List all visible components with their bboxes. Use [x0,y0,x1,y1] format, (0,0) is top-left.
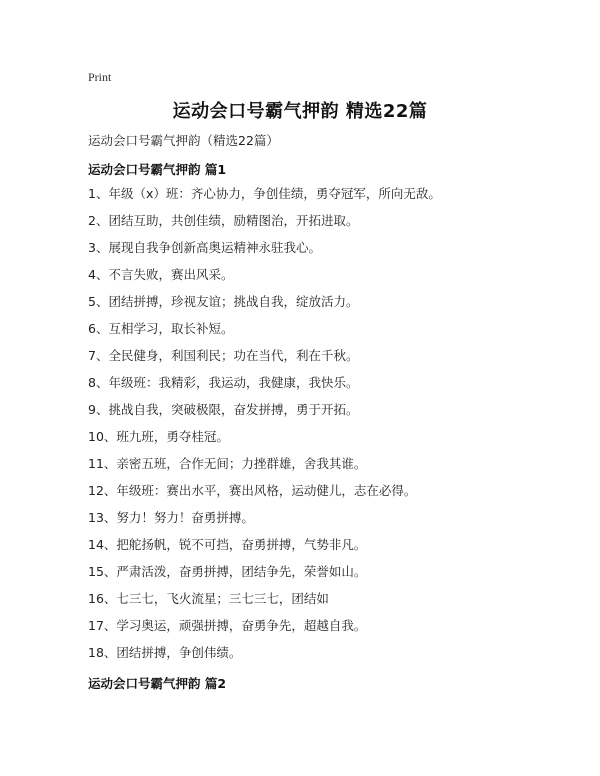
list-item: 1、年级（x）班：齐心协力，争创佳绩，勇夺冠军，所向无敌。 [88,186,441,201]
document-title: 运动会口号霸气押韵 精选22篇 [172,101,428,122]
document-subtitle: 运动会口号霸气押韵（精选22篇） [88,133,279,148]
list-item: 8、年级班：我精彩，我运动，我健康，我快乐。 [88,375,359,390]
slogan-list [88,187,441,673]
list-item: 10、班九班，勇夺桂冠。 [88,429,229,444]
list-item: 13、努力！努力！奋勇拼搏。 [88,510,254,525]
list-item: 16、七三七，飞火流星；三七三七，团结如 [88,591,329,606]
section-heading-2: 运动会口号霸气押韵 篇2 [88,676,227,691]
list-item: 5、团结拼搏，珍视友谊；挑战自我，绽放活力。 [88,294,359,309]
list-item: 4、不言失败，赛出风采。 [88,267,234,282]
list-item: 11、亲密五班，合作无间；力挫群雄，舍我其谁。 [88,456,367,471]
list-item: 3、展现自我争创新高奥运精神永驻我心。 [88,240,321,255]
list-item: 17、学习奥运，顽强拼搏，奋勇争先，超越自我。 [88,618,367,633]
list-item: 15、严肃活泼，奋勇拼搏，团结争先，荣誉如山。 [88,564,367,579]
print-label: Print [88,70,112,84]
list-item: 9、挑战自我，突破极限，奋发拼搏，勇于开拓。 [88,402,359,417]
list-item: 12、年级班：赛出水平，赛出风格，运动健儿，志在必得。 [88,483,417,498]
list-item: 2、团结互助，共创佳绩，励精图治，开拓进取。 [88,213,359,228]
section-heading-1: 运动会口号霸气押韵 篇1 [88,162,227,177]
list-item: 18、团结拼搏，争创伟绩。 [88,645,242,660]
list-item: 14、把舵扬帆，锐不可挡，奋勇拼搏，气势非凡。 [88,537,367,552]
list-item: 6、互相学习，取长补短。 [88,321,234,336]
list-item: 7、全民健身，利国利民；功在当代，利在千秋。 [88,348,359,363]
